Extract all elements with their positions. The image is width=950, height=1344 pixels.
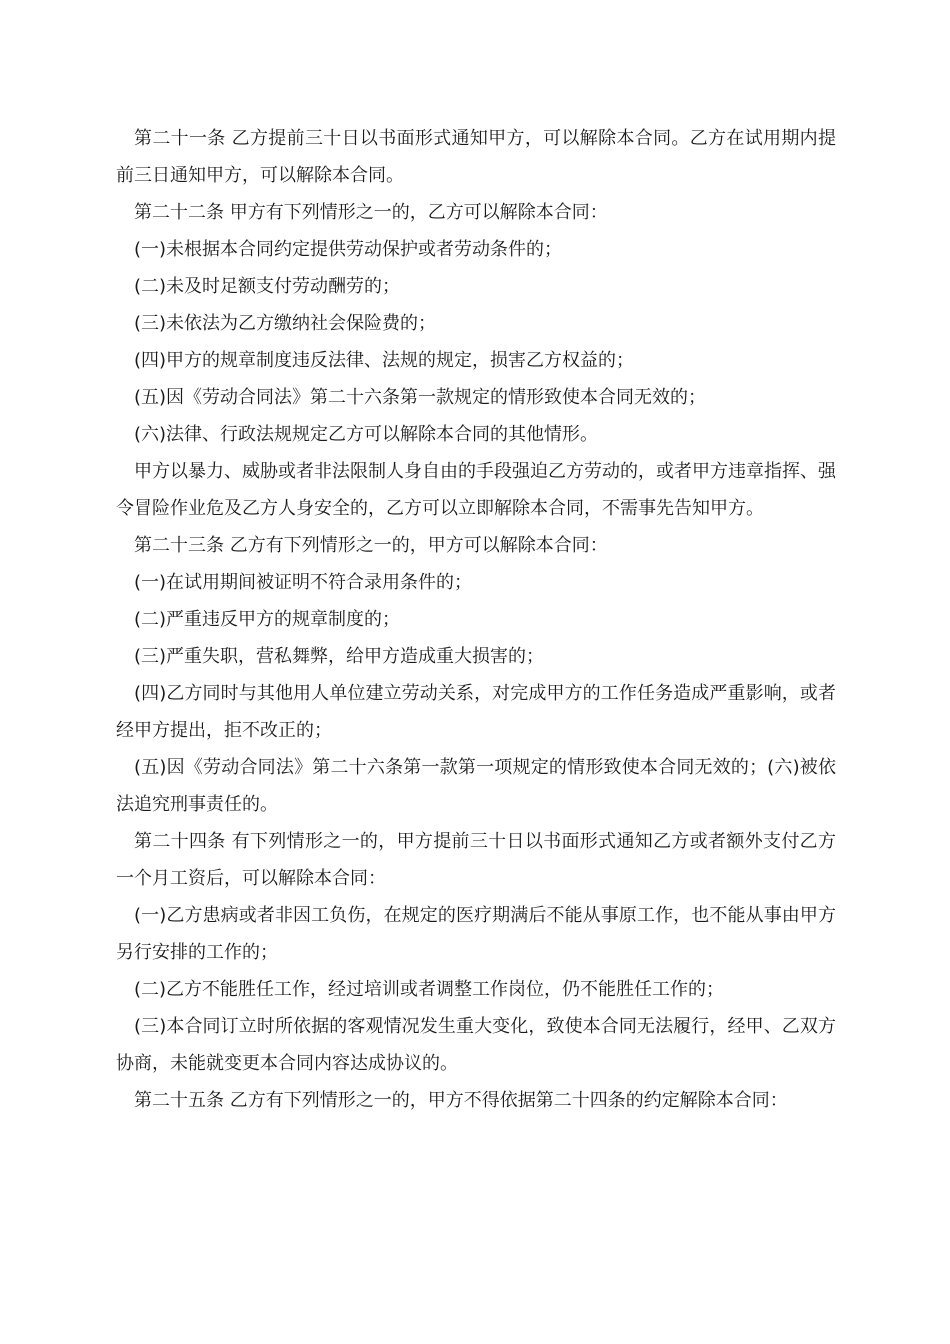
article-24-heading: 第二十四条 有下列情形之一的，甲方提前三十日以书面形式通知乙方或者额外支付乙方一个月工资后，可以解除本合同：	[116, 831, 836, 889]
article-22-item-2: (二)未及时足额支付劳动酬劳的；	[134, 276, 401, 297]
article-22-item-1: (一)未根据本合同约定提供劳动保护或者劳动条件的；	[134, 239, 563, 260]
article-21-paragraph: 第二十一条 乙方提前三十日以书面形式通知甲方，可以解除本合同。乙方在试用期内提前三日通知甲方，可以解除本合同。	[116, 128, 836, 186]
article-23-item-5-6: (五)因《劳动合同法》第二十六条第一款第一项规定的情形致使本合同无效的；(六)被依法追究刑事责任的。	[116, 757, 836, 815]
article-22-heading: 第二十二条 甲方有下列情形之一的，乙方可以解除本合同：	[134, 202, 608, 223]
article-23-item-4: (四)乙方同时与其他用人单位建立劳动关系，对完成甲方的工作任务造成严重影响，或者经甲方提出，拒不改正的；	[116, 683, 836, 741]
article-23-item-3: (三)严重失职，营私舞弊，给甲方造成重大损害的；	[134, 646, 545, 667]
article-24-item-1: (一)乙方患病或者非因工负伤，在规定的医疗期满后不能从事原工作，也不能从事由甲方另行安排的工作的；	[116, 905, 836, 963]
article-22-item-4: (四)甲方的规章制度违反法律、法规的规定，损害乙方权益的；	[134, 350, 635, 371]
article-23-item-2: (二)严重违反甲方的规章制度的；	[134, 609, 401, 630]
article-22-item-6: (六)法律、行政法规规定乙方可以解除本合同的其他情形。	[134, 424, 599, 445]
article-24-item-3: (三)本合同订立时所依据的客观情况发生重大变化，致使本合同无法履行，经甲、乙双方协商，未能就变更本合同内容达成协议的。	[116, 1016, 836, 1074]
article-22-immediate-termination: 甲方以暴力、威胁或者非法限制人身自由的手段强迫乙方劳动的，或者甲方违章指挥、强令冒险作业危及乙方人身安全的，乙方可以立即解除本合同，不需事先告知甲方。	[116, 461, 836, 519]
article-25-heading: 第二十五条 乙方有下列情形之一的，甲方不得依据第二十四条的约定解除本合同：	[134, 1090, 788, 1111]
article-22-item-5: (五)因《劳动合同法》第二十六条第一款规定的情形致使本合同无效的；	[134, 387, 707, 408]
article-24-item-2: (二)乙方不能胜任工作，经过培训或者调整工作岗位，仍不能胜任工作的；	[134, 979, 725, 1000]
article-23-heading: 第二十三条 乙方有下列情形之一的，甲方可以解除本合同：	[134, 535, 608, 556]
article-23-item-1: (一)在试用期间被证明不符合录用条件的；	[134, 572, 473, 593]
document-body	[116, 120, 836, 1119]
article-22-item-3: (三)未依法为乙方缴纳社会保险费的；	[134, 313, 437, 334]
